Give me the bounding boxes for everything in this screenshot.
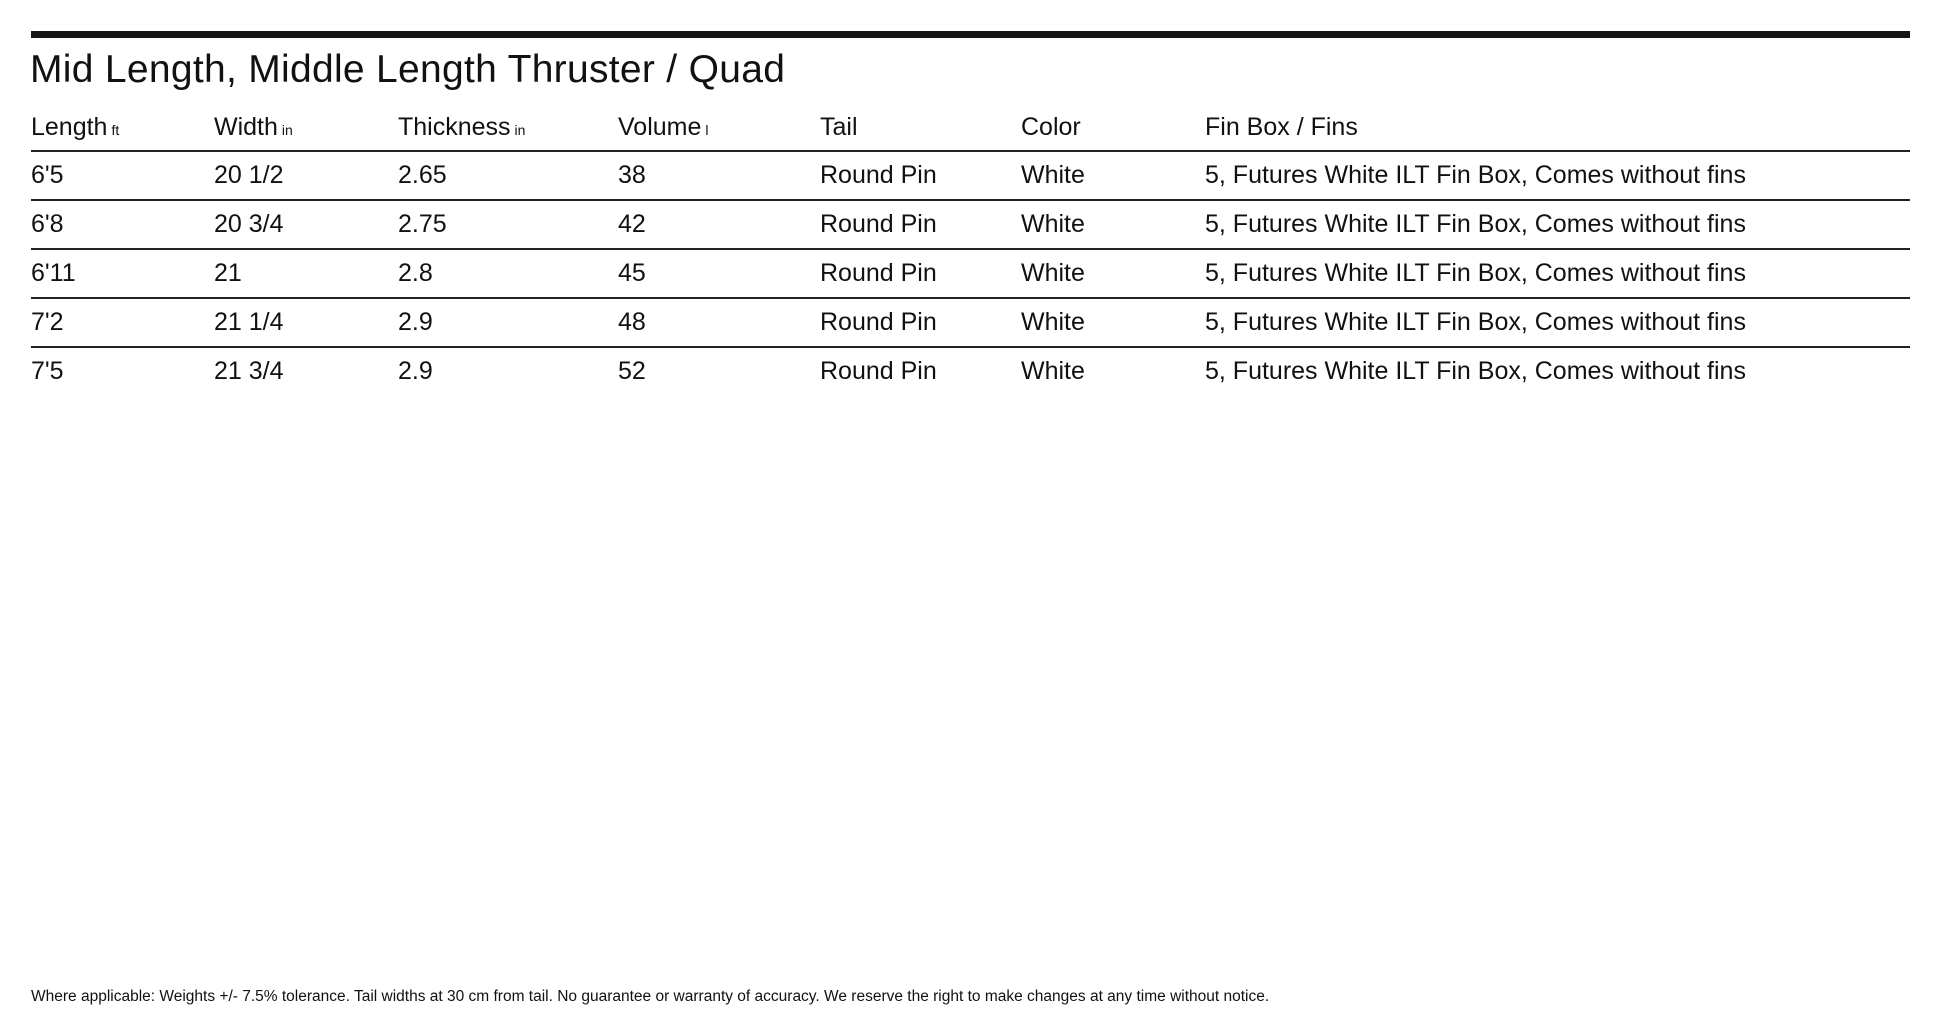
cell-width: 21 3/4 — [214, 357, 284, 385]
header-label: Fin Box / Fins — [1205, 112, 1358, 141]
cell-volume: 52 — [618, 357, 646, 385]
cell-length: 7'2 — [31, 298, 214, 347]
cell-fin-box: 5, Futures White ILT Fin Box, Comes without fins — [1205, 357, 1746, 385]
cell-fin-box: 5, Futures White ILT Fin Box, Comes without fins — [1205, 200, 1910, 249]
cell-width: 21 — [214, 249, 398, 298]
table-row — [31, 298, 1910, 347]
top-rule — [31, 31, 1910, 38]
table-row — [31, 151, 1910, 200]
cell-tail: Round Pin — [820, 357, 937, 385]
table-row — [31, 249, 1910, 298]
header-label: Color — [1021, 112, 1081, 141]
header-label: Volume — [618, 112, 702, 141]
header-unit: in — [514, 121, 526, 138]
header-width — [214, 104, 398, 151]
header-label: Thickness — [398, 112, 511, 141]
cell-fin-box: 5, Futures White ILT Fin Box, Comes without fins — [1205, 151, 1910, 200]
cell-thickness: 2.75 — [398, 200, 618, 249]
cell-width: 20 3/4 — [214, 200, 398, 249]
disclaimer-footnote: Where applicable: Weights +/- 7.5% tolerance. Tail widths at 30 cm from tail. No guarantee or warranty of accuracy. We reserve the right to make changes at any time without notice. — [31, 988, 1270, 1005]
cell-fin-box: 5, Futures White ILT Fin Box, Comes without fins — [1205, 298, 1910, 347]
header-fin-box — [1205, 104, 1910, 151]
header-label: Tail — [820, 112, 858, 141]
cell-tail: Round Pin — [820, 298, 1021, 347]
table-row — [31, 347, 1910, 395]
header-label: Length — [31, 112, 108, 141]
cell-thickness: 2.65 — [398, 151, 618, 200]
table-row — [31, 200, 1910, 249]
header-label: Width — [214, 112, 278, 141]
header-unit: l — [705, 121, 709, 138]
cell-color: White — [1021, 151, 1205, 200]
cell-length: 6'5 — [31, 151, 214, 200]
header-color — [1021, 104, 1205, 151]
header-thickness — [398, 104, 618, 151]
header-unit: ft — [111, 121, 120, 138]
cell-volume: 45 — [618, 249, 820, 298]
cell-tail: Round Pin — [820, 249, 1021, 298]
cell-color: White — [1021, 357, 1085, 385]
cell-length: 6'8 — [31, 200, 214, 249]
spec-table — [31, 104, 1910, 395]
cell-fin-box: 5, Futures White ILT Fin Box, Comes without fins — [1205, 249, 1910, 298]
cell-length: 7'5 — [31, 357, 64, 385]
cell-color: White — [1021, 298, 1205, 347]
cell-color: White — [1021, 249, 1205, 298]
cell-width: 21 1/4 — [214, 298, 398, 347]
header-length — [31, 104, 214, 151]
cell-thickness: 2.9 — [398, 298, 618, 347]
cell-color: White — [1021, 200, 1205, 249]
cell-volume: 38 — [618, 151, 820, 200]
page-title: Mid Length, Middle Length Thruster / Quad — [30, 48, 786, 91]
cell-thickness: 2.8 — [398, 249, 618, 298]
cell-volume: 48 — [618, 298, 820, 347]
cell-tail: Round Pin — [820, 151, 1021, 200]
cell-width: 20 1/2 — [214, 151, 398, 200]
cell-tail: Round Pin — [820, 200, 1021, 249]
cell-length: 6'11 — [31, 249, 214, 298]
cell-thickness: 2.9 — [398, 357, 433, 385]
table-header-row — [31, 104, 1910, 151]
header-unit: in — [281, 121, 293, 138]
cell-volume: 42 — [618, 200, 820, 249]
header-volume — [618, 104, 820, 151]
header-tail — [820, 104, 1021, 151]
